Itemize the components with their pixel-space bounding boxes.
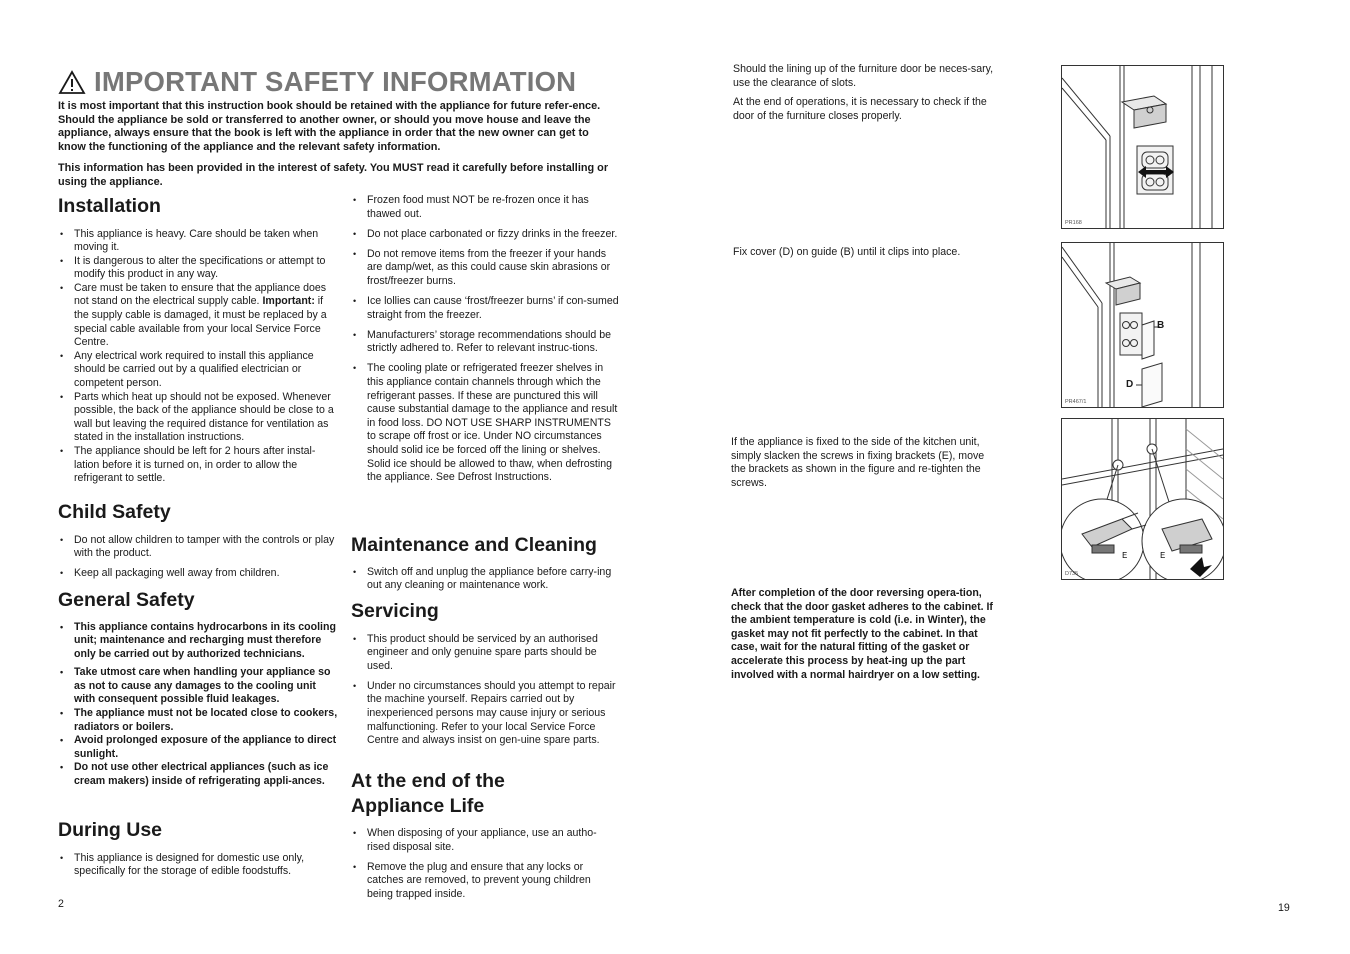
cover-guide-diagram: [1062, 243, 1223, 407]
right-text-block-1: [733, 63, 995, 123]
end-of-life-section: [351, 769, 619, 908]
list-item: • The appliance should be left for 2 hours after instal-lation before it is turned on, in order to allow the refrigerant to settle.: [58, 445, 338, 486]
list-item: • Frozen food must NOT be re-frozen once it has thawed out.: [351, 194, 619, 221]
intro-paragraph-2: This information has been provided in the interest of safety. You MUST read it carefully before installing or using the appliance.: [58, 162, 609, 188]
list-item: • Under no circumstances should you attempt to repair the machine yourself. Repairs carried out by inexperienced persons may cause injury or serious malfunctioning. Refer to your local Service Force Centre and always insist on gen-uine spare parts.: [351, 680, 619, 748]
general-safety-list: [58, 621, 338, 789]
maintenance-section: [351, 533, 619, 599]
list-item: • It is dangerous to alter the specifications or attempt to modify this product in any way.: [58, 255, 338, 282]
heading-line: At the end of the: [351, 770, 505, 792]
installation-list: [58, 228, 338, 486]
paragraph: Should the lining up of the furniture door be neces-sary, use the clearance of slots.: [733, 63, 994, 89]
list-item: • This appliance is heavy. Care should be taken when moving it.: [58, 228, 338, 255]
list-item: [58, 282, 338, 350]
list-item: • When disposing of your appliance, use an autho-rised disposal site.: [351, 827, 619, 854]
installation-section: [58, 194, 338, 486]
list-item: • Avoid prolonged exposure of the appliance to direct sunlight.: [58, 734, 338, 761]
figure-cover-guide: [1061, 242, 1224, 408]
installation-heading: Installation: [58, 195, 161, 217]
list-item: • Keep all packaging well away from children.: [58, 567, 338, 581]
list-item: • Manufacturers’ storage recommendations should be strictly adhered to. Refer to relevant instruc-tions.: [351, 329, 619, 356]
paragraph: After completion of the door reversing opera-tion, check that the door gasket adheres to the cabinet. If the ambient temperature is cold (i.e. in Winter), the gasket may not fit perfectly to the cabinet. In that case, wait for the natural fitting of the gasket or accelerate this process by heat-ing up the part involved with a normal hairdryer on a low setting.: [731, 587, 993, 681]
during-use-continued: [351, 194, 619, 491]
warning-triangle-icon: [58, 70, 86, 95]
important-label: Important:: [262, 295, 315, 308]
end-of-life-list: [351, 827, 619, 901]
list-item: • Do not allow children to tamper with the controls or play with the product.: [58, 534, 338, 561]
list-item: • Remove the plug and ensure that any locks or catches are removed, to prevent young children being trapped inside.: [351, 861, 619, 902]
during-use-section: [58, 818, 338, 879]
label-e: E: [1122, 551, 1128, 561]
heading-line: Appliance Life: [351, 794, 485, 817]
list-item: • Switch off and unplug the appliance before carry-ing out any cleaning or maintenance work.: [351, 566, 619, 593]
child-safety-section: [58, 500, 338, 587]
maintenance-heading: Maintenance and Cleaning: [351, 534, 597, 556]
important-text: if the supply cable is damaged, it must be replaced by a special cable available from your local Service Force Centre.: [74, 295, 327, 349]
title-text: IMPORTANT SAFETY INFORMATION: [94, 66, 577, 97]
during-use-list-continued: [351, 194, 619, 485]
paragraph: At the end of operations, it is necessary to check if the door of the furniture closes properly.: [733, 96, 987, 122]
general-safety-heading: General Safety: [58, 589, 195, 611]
end-of-life-heading: [351, 769, 619, 818]
list-item: • Parts which heat up should not be exposed. Whenever possible, the back of the appliance should be close to a wall but leaving the required distance for ventilation as stated in the installation instructions.: [58, 391, 338, 445]
label-e: E: [1160, 551, 1166, 561]
list-item: • Do not place carbonated or fizzy drinks in the freezer.: [351, 228, 619, 242]
list-item: • Ice lollies can cause ‘frost/freezer burns’ if con-sumed straight from the freezer.: [351, 295, 619, 322]
door-hinge-diagram: [1062, 66, 1223, 228]
servicing-heading: Servicing: [351, 600, 439, 622]
list-item: • This appliance contains hydrocarbons in its cooling unit; maintenance and recharging must therefore only be carried out by authorized technicians.: [58, 621, 338, 662]
child-safety-heading: Child Safety: [58, 501, 171, 523]
page-title: [58, 66, 576, 98]
label-d: D: [1126, 379, 1134, 390]
paragraph: If the appliance is fixed to the side of the kitchen unit, simply slacken the screws in fixing brackets (E), move the brackets as shown in the figure and re-tighten the screws.: [731, 436, 985, 489]
maintenance-list: [351, 566, 619, 593]
figure-fixing-brackets: [1061, 418, 1224, 580]
label-b: B: [1157, 320, 1165, 331]
figure-code: D735: [1065, 571, 1079, 577]
list-item: • Take utmost care when handling your appliance so as not to cause any damages to the cooling unit with consequent possible fluid leakages.: [58, 666, 338, 707]
general-safety-section: [58, 588, 338, 789]
during-use-heading: During Use: [58, 819, 163, 841]
list-item: • Any electrical work required to install this appliance should be carried out by a qualified electrician or competent person.: [58, 350, 338, 391]
during-use-list: [58, 852, 338, 879]
figure-code: PR168: [1065, 220, 1082, 226]
servicing-list: [351, 633, 619, 748]
list-item: • This appliance is designed for domestic use only, specifically for the storage of edible foodstuffs.: [58, 852, 338, 879]
page-number-right: 19: [1278, 902, 1290, 914]
child-safety-list: [58, 534, 338, 581]
list-item: • The cooling plate or refrigerated freezer shelves in this appliance contain channels through which the refrigerant passes. If these are punctured this will cause substantial damage to the appliance and result in food loss. DO NOT USE SHARP INSTRUMENTS to scrape off frost or ice. Under NO circumstances should solid ice be forced off the lining or shelves. Solid ice should be allowed to thaw, when defrosting the appliance. See Defrost Instructions.: [351, 362, 619, 484]
intro-paragraph-1: It is most important that this instruction book should be retained with the appliance for future refer-ence. Should the appliance be sold or transferred to another owner, or should you move house and leave the appliance, always ensure that the book is left with the appliance in order that the new owner can get to know the functioning of the appliance and the relevant safety information.: [58, 100, 601, 153]
figure-door-slots: [1061, 65, 1224, 229]
page-number-left: 2: [58, 898, 64, 910]
figure-code: PR467/1: [1065, 399, 1087, 405]
paragraph: Fix cover (D) on guide (B) until it clips into place.: [733, 246, 961, 258]
list-item: • The appliance must not be located close to cookers, radiators or boilers.: [58, 707, 338, 734]
list-item: • This product should be serviced by an authorised engineer and only genuine spare parts should be used.: [351, 633, 619, 674]
servicing-section: [351, 599, 619, 754]
list-item: • Do not use other electrical appliances (such as ice cream makers) inside of refrigerating appli-ances.: [58, 761, 338, 788]
list-item-text: Care must be taken to ensure that the appliance does not stand on the electrical supply cable.: [74, 281, 327, 308]
list-item: • Do not remove items from the freezer if your hands are damp/wet, as this could cause skin abrasions or frost/freezer burns.: [351, 248, 619, 289]
fixing-brackets-diagram: [1062, 419, 1223, 579]
